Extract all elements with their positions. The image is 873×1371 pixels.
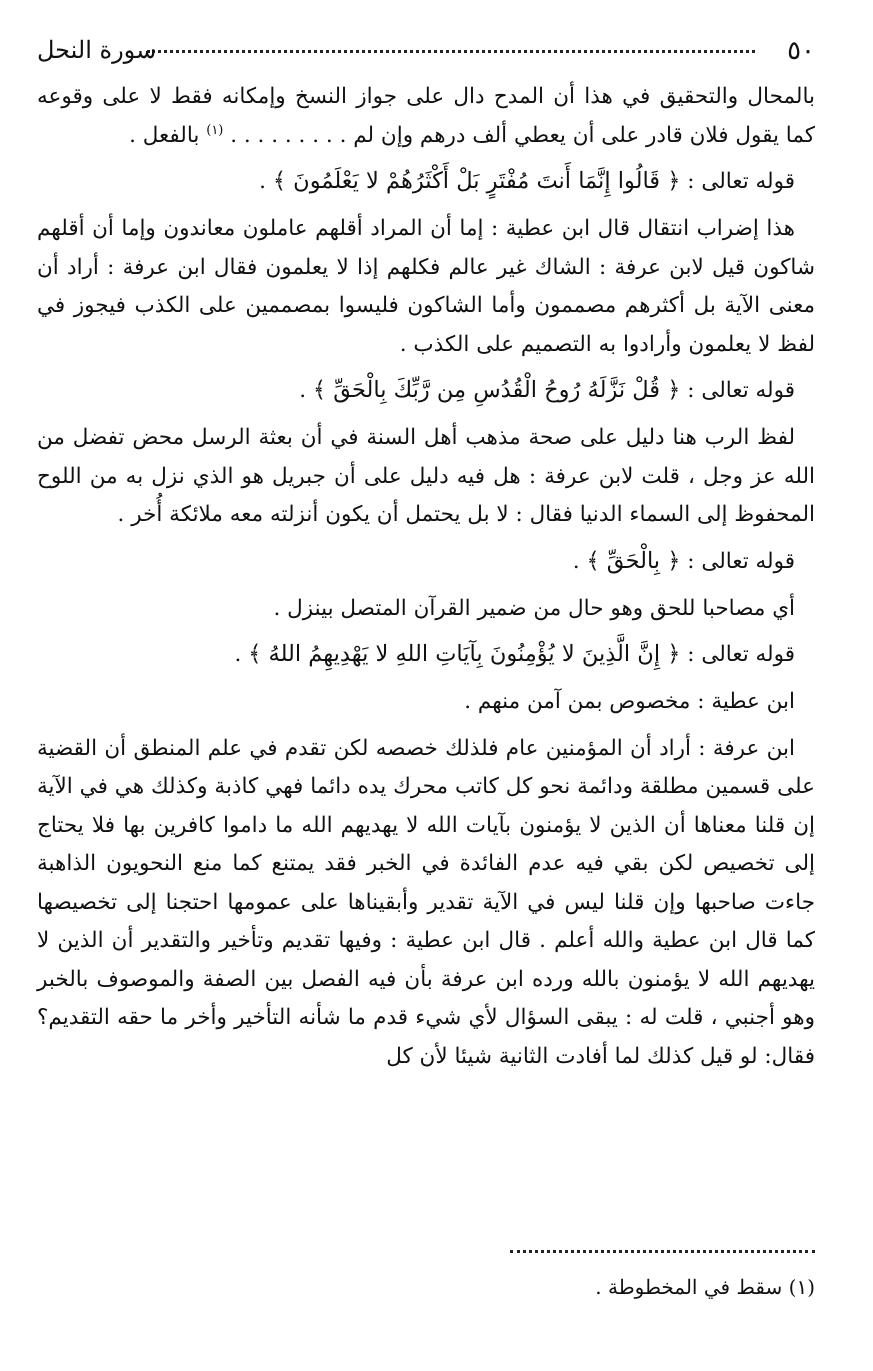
paragraph: ابن عطية : مخصوص بمن آمن منهم . — [464, 689, 795, 714]
quran-verse: ﴿ قُلْ نَزَّلَهُ رُوحُ الْقُدُسِ مِن رَّبِّكَ بِالْحَقِّ ﴾ — [312, 377, 681, 403]
running-header-title: سورة النحل — [37, 36, 157, 64]
verse-intro: قوله تعالى : — [680, 169, 795, 194]
quran-verse: ﴿ بِالْحَقِّ ﴾ — [586, 547, 681, 574]
quran-verse: ﴿ إِنَّ الَّذِينَ لا يُؤْمِنُونَ بِآيَاتِ اللهِ لا يَهْدِيهِمُ اللهُ ﴾ — [248, 641, 681, 667]
verse-line — [37, 634, 815, 675]
paragraph: أي مصاحبا للحق وهو حال من ضمير القرآن المتصل بينزل . — [273, 595, 795, 621]
paragraph: لفظ الرب هنا دليل على صحة مذهب أهل السنة في أن بعثة الرسل محض تفضل من الله عز وجل ، قلت لابن عرفة : هل فيه دليل على أن جبريل هو الذي نزل به من اللوح المحفوظ إلى السماء الدنيا فقال : لا بل يحتمل أن يكون أنزلته معه ملائكة أُخر . — [37, 425, 815, 527]
header-dotted-rule — [147, 50, 755, 53]
verse-intro: قوله تعالى : — [680, 642, 795, 667]
verse-end: . — [572, 548, 587, 574]
paragraph — [37, 78, 815, 155]
verse-intro: قوله تعالى : — [680, 548, 795, 574]
verse-line — [37, 541, 815, 582]
verse-end: . — [259, 169, 273, 194]
verse-line — [37, 370, 815, 411]
footnote-dotted-rule — [510, 1250, 815, 1253]
paragraph-text: بالمحال والتحقيق في هذا أن المدح دال على جواز النسخ وإمكانه فقط لا على وقوعه كما يقول فلان قادر على أن يعطي ألف درهم وإن لم . . . . . . . . . — [37, 84, 815, 148]
verse-end: . — [234, 642, 249, 667]
quran-verse: ﴿ قَالُوا إِنَّمَا أَنتَ مُفْتَرٍ بَلْ أَكْثَرُهُمْ لا يَعْلَمُونَ ﴾ — [272, 168, 681, 194]
verse-line — [37, 161, 815, 202]
verse-end: . — [299, 378, 313, 403]
paragraph: ابن عرفة : أراد أن المؤمنين عام فلذلك خصصه لكن تقدم في علم المنطق أن القضية على قسمين مطلقة ودائمة نحو كل كاتب محرك يده دائما فهي كاذبة وكذلك هي في الآية إن قلنا معناها أن الذين لا يؤمنون بآيات الله لا يهديهم الله ما داموا كافرين بها فلا يحتاج إلى تخصيص لكن بقي فيه عدم الفائدة في الخبر فقد يمتنع كما منع النحويون الذاهبة جاءت صاحبها وإن قلنا ليس في الآية تقدير وأبقيناها على عمومها احتجنا إلى تخصيصها كما قال ابن عطية والله أعلم . قال ابن عطية : وفيها تقديم وتأخير والتقدير أن الذين لا يهديهم الله لا يؤمنون بالله ورده ابن عرفة بأن فيه الفصل بين الصفة والموصوف بالخبر وهو أجنبي ، قلت له : يبقى السؤال لأي شيء قدم ما شأنه التأخير وأخر ما حقه التقديم؟ فقال: لو قيل كذلك لما أفادت الثانية شيئا لأن كل — [37, 735, 815, 1069]
footnote-ref: (١) — [206, 122, 224, 138]
main-text — [37, 78, 815, 1076]
page-number: ٥٠ — [787, 36, 815, 66]
paragraph: هذا إضراب انتقال قال ابن عطية : إما أن المراد أقلهم عاملون معاندون وإما أن أقلهم شاكون قيل لابن عرفة : الشاك غير عالم فكلهم إذا لا يعلمون فقال ابن عرفة : أراد أن معنى الآية بل أكثرهم مصممون وأما الشاكون فليسوا بمصممين على الكذب فيجوز في لفظ لا يعلمون وأرادوا به التصميم على الكذب . — [37, 216, 815, 357]
verse-intro: قوله تعالى : — [680, 378, 795, 403]
footnote: (١) سقط في المخطوطة . — [595, 1275, 815, 1299]
paragraph-tail: بالفعل . — [129, 122, 207, 148]
